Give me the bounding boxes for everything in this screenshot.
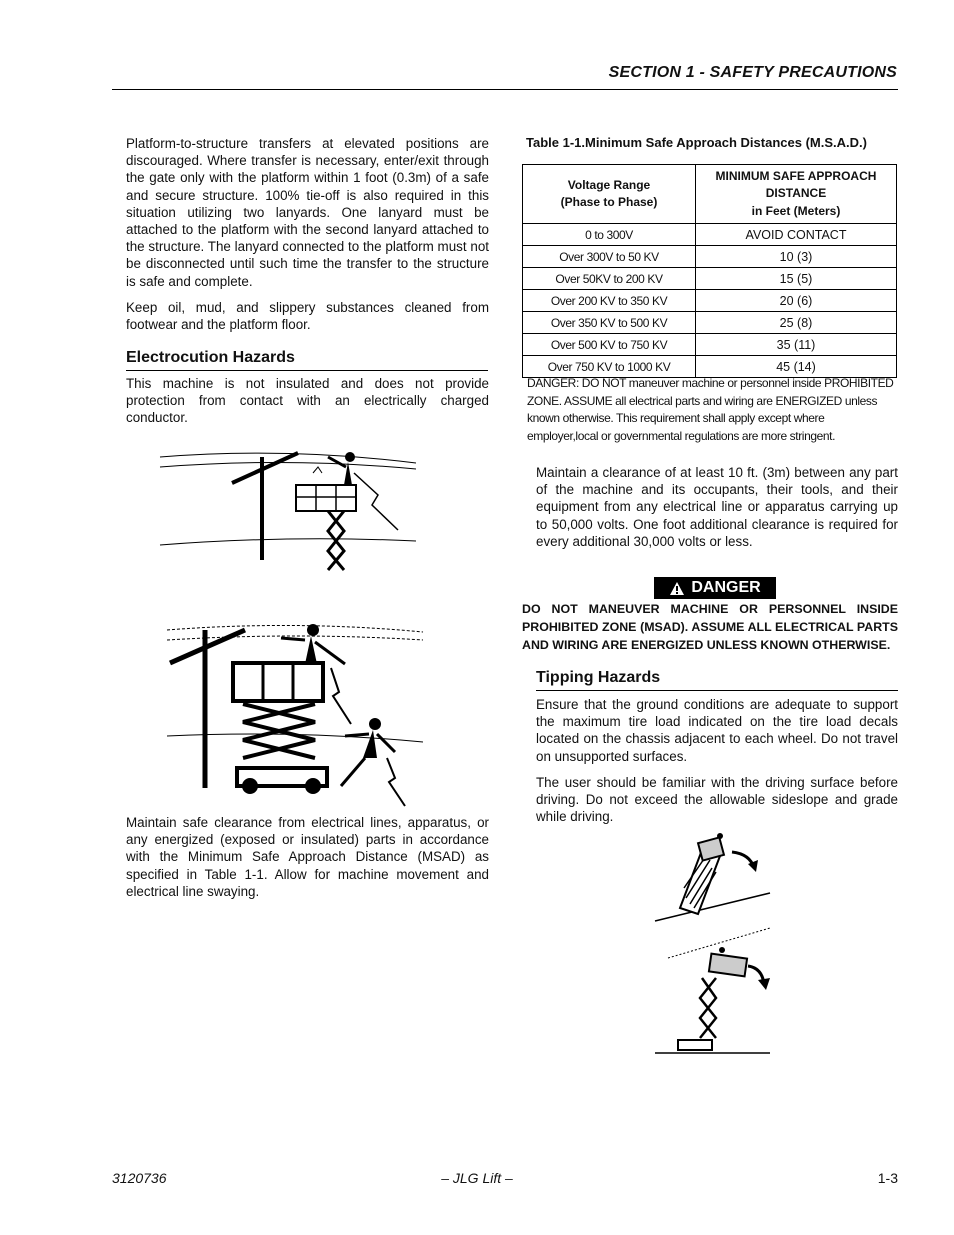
voltage-range-cell: Over 200 KV to 350 KV	[523, 290, 696, 312]
heading-tipping-hazards: Tipping Hazards	[536, 669, 898, 691]
column-header-distance-line1: MINIMUM SAFE APPROACH	[715, 168, 877, 183]
tipping-heading-block	[536, 669, 898, 691]
electrocution-heading-block	[126, 349, 488, 371]
distance-cell: 45 (14)	[696, 356, 897, 378]
voltage-range-cell: Over 500 KV to 750 KV	[523, 334, 696, 356]
footer-page-number: 1-3	[877, 1170, 898, 1186]
table-row	[523, 312, 897, 334]
table-row	[523, 334, 897, 356]
table-row	[523, 246, 897, 268]
distance-cell: 15 (5)	[696, 268, 897, 290]
paragraph-driving-surface: The user should be familiar with the driving surface before driving. Do not exceed the allowable sideslope and grade while driving.	[536, 775, 898, 825]
distance-cell: 35 (11)	[696, 334, 897, 356]
voltage-range-cell: Over 750 KV to 1000 KV	[523, 356, 696, 378]
paragraph-ground-conditions: Ensure that the ground conditions are adequate to support the maximum tire load indicated on the tire load decals located on the chassis adjacent to each wheel. Do not travel on unsupported surfaces.	[536, 697, 898, 764]
column-header-distance-line3: in Feet (Meters)	[751, 203, 841, 218]
msad-table	[522, 164, 897, 378]
danger-message: DO NOT MANEUVER MACHINE OR PERSONNEL INSIDE PROHIBITED ZONE (MSAD). ASSUME ALL ELECTRICAL PARTS AND WIRING ARE ENERGIZED UNLESS KNOWN OTHERWISE.	[522, 602, 898, 652]
voltage-range-cell: 0 to 300V	[523, 224, 696, 246]
danger-label: DANGER	[691, 579, 761, 596]
paragraph-maintain-clearance: Maintain safe clearance from electrical lines, apparatus, or any energized (exposed or insulated) parts in accordance with the Minimum Safe Approach Distance (MSAD) as specified in Table 1-1. Allow for machine movement and electrical line swaying.	[126, 815, 489, 899]
illustration-tipping-lifts	[650, 828, 775, 1063]
table-row	[523, 224, 897, 246]
footer-center-text: – JLG Lift –	[441, 1170, 513, 1186]
table-note: DANGER: DO NOT maneuver machine or personnel inside PROHIBITED ZONE. ASSUME all electrical parts and wiring are ENERGIZED unless known otherwise. This requirement shall apply except where employer,local or governmental regulations are more stringent.	[527, 376, 894, 443]
heading-electrocution-hazards: Electrocution Hazards	[126, 349, 488, 371]
distance-cell: AVOID CONTACT	[696, 224, 897, 246]
column-header-voltage-line1: Voltage Range	[567, 177, 651, 192]
paragraph-platform-transfer: Platform-to-structure transfers at elevated positions are discouraged. Where transfer is necessary, enter/exit through the gate only with the platform within 1 foot (0.3m) of a safe and secure structure. 100% tie-off is also required in this situation utilizing two lanyards. One lanyard must be attached to the platform with the second lanyard attached to the structure. The lanyard connected to the platform must not be disconnected until such time the transfer to the structure is safe and complete.	[126, 136, 489, 289]
danger-badge	[654, 577, 776, 599]
distance-cell: 10 (3)	[696, 246, 897, 268]
table-header-row	[523, 165, 897, 224]
illustration-lift-electrocution	[165, 618, 425, 808]
table-row	[523, 268, 897, 290]
column-header-voltage-line2: (Phase to Phase)	[560, 195, 658, 209]
footer-doc-number: 3120736	[112, 1170, 167, 1186]
illustration-lift-near-powerline	[158, 445, 418, 575]
header-rule	[112, 89, 898, 90]
column-header-distance-line2: DISTANCE	[765, 186, 827, 201]
voltage-range-cell: Over 50KV to 200 KV	[523, 268, 696, 290]
column-header-distance	[696, 165, 897, 224]
column-header-voltage	[523, 165, 696, 224]
distance-cell: 20 (6)	[696, 290, 897, 312]
warning-triangle-icon	[669, 581, 685, 596]
distance-cell: 25 (8)	[696, 312, 897, 334]
paragraph-keep-clean: Keep oil, mud, and slippery substances cleaned from footwear and the platform floor.	[126, 300, 489, 333]
paragraph-10ft-clearance: Maintain a clearance of at least 10 ft. (3m) between any part of the machine and its occupants, their tools, and their equipment from any electrical line or apparatus carrying up to 50,000 volts. One foot additional clearance is required for every additional 30,000 volts or less.	[536, 465, 898, 549]
voltage-range-cell: Over 300V to 50 KV	[523, 246, 696, 268]
section-title: SECTION 1 - SAFETY PRECAUTIONS	[608, 64, 897, 81]
paragraph-not-insulated: This machine is not insulated and does not provide protection from contact with an electrically charged conductor.	[126, 376, 489, 426]
table-title: Table 1-1.Minimum Safe Approach Distances (M.S.A.D.)	[526, 135, 867, 150]
voltage-range-cell: Over 350 KV to 500 KV	[523, 312, 696, 334]
table-row	[523, 290, 897, 312]
